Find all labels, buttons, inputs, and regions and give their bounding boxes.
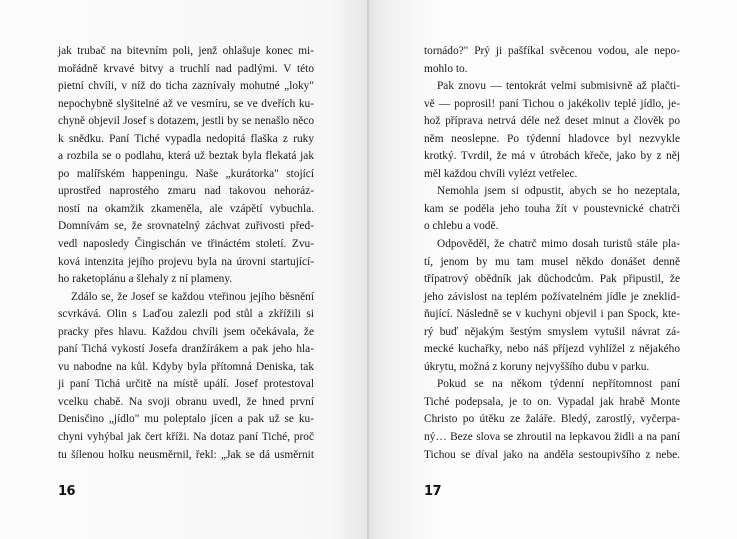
text-line: něm neoslepne. Po týdenní hladovce byl nezvykle [424,132,680,145]
text-line: ji paní Tichá určitě na místě upálí. Josef protestoval [58,378,314,391]
text-line: měl každou chvíli vylézt vetřelec. [424,167,578,180]
text-line: paní Tichá vykostí Josefa dranžírákem a pak jeho hla- [58,343,314,356]
text-line: mecké kuchařky, nebo náš příjezd vyhlížel z nějakého [424,343,680,356]
text-line: hož příprava netrvá déle než deset minut a člověk po [424,115,680,128]
text-line: úkrytu, možná z koruny nejvyššího dubu v parku. [424,360,650,373]
text-line: Zdálo se, že Josef se každou vteřinou jejího běsnění [71,290,314,303]
text-line: jeho závislost na teplém požívatelném jídle je zneklid- [424,290,680,303]
text-line: mořádně krvavé bitvy a truchlí nad padlými. V této [58,62,314,75]
left-page [0,0,368,539]
right-page [369,0,737,539]
text-line: ňující. Následně se v kuchyni objevil i pan Spock, kte- [424,308,680,321]
text-line: Christo po útěku ze žaláře. Bledý, zarostlý, vyčerpa- [424,413,680,426]
text-line: Domnívám se, že srovnatelný záchvat zuřivosti před- [58,220,314,233]
text-line: rý buď nějakým šestým smyslem vytušil návrat zá- [424,325,680,338]
text-line: Nemohla jsem si odpustit, abych se ho nezeptala, [437,185,680,198]
left-page-text [58,43,314,464]
text-line: pietní chvíli, v níž do ticha zaznívaly mohutné „loky" [58,80,314,93]
text-line: Tiché podepsala, je to on. Vypadal jak hrabě Monte [424,395,680,408]
text-line: po malířském happeningu. Naše „kurátorka" stojící [58,167,314,180]
text-line: vcelku chabě. Na svoji obranu uvedl, že hned první [58,395,314,408]
text-line: chyně objevil Josef s dotazem, jestli by se nenašlo něco [58,115,314,128]
text-line: pracky přes hlavu. Každou chvíli jsem očekávala, že [58,325,314,338]
left-page-number: 16 [58,484,76,499]
right-page-text [424,43,680,464]
text-line: krotký. Tvrdil, že má v útrobách křeče, jako by z něj [424,150,680,163]
text-line: ková intenzita jejího projevu byla na úrovni startující- [58,255,314,268]
text-line: Pak znovu — tentokrát velmi submisivně až plačti- [437,80,680,93]
text-line: k snědku. Paní Tiché vypadla nedopitá flaška z ruky [58,132,314,145]
text-line: tornádo?" Prý ji pašfíkal svěcenou vodou, ale nepo- [424,45,680,57]
text-line: scvrkává. Olin s Laďou zalezli pod stůl a zkřížili si [58,308,314,321]
text-line: třípatrový obědník jak důchodcům. Pak připustil, že [424,273,680,286]
text-line: tí, jenom by mu tam musel někdo donášet denně [424,255,680,268]
text-line: ný… Beze slova se zhroutil na lepkavou židli a na paní [424,431,680,444]
text-line: mohlo to. [424,62,468,75]
text-line: vu nabodne na kůl. Kdyby byla přítomná Deniska, tak [58,360,314,373]
text-line: kam se poděla jeho touha žít v poustevnické chatrči [424,202,680,215]
text-line: tu šílenou holku neusměrnil, řekl: „Jak se dá usměrnit [58,448,314,461]
text-line: ností na okamžik zkameněla, ale vzápětí vybuchla. [58,202,314,215]
text-line: vě — poprosil! paní Tichou o jakékoliv teplé jídlo, je- [424,97,680,110]
text-line: chyni vyhýbal jak čert kříži. Na dotaz paní Tiché, proč [58,431,314,444]
text-line: Denisčino „jídlo" mu poleptalo jícen a pak už se ku- [58,413,314,426]
text-line: Tichou se díval jako na anděla sestoupivšího z nebe. [424,448,680,461]
text-line: o chlebu a vodě. [424,220,499,233]
text-line: Odpověděl, že chatrč mimo dosah turistů stále pla- [437,238,680,251]
text-line: ho raketoplánu a šlehaly z ní plameny. [58,273,233,286]
text-line: a rozbila se o podlahu, která už beztak byla flekatá jak [58,150,314,163]
text-line: Pokud se na někom týdenní nepřítomnost paní [437,378,680,391]
right-page-number: 17 [424,484,442,499]
text-line: jak trubač na bitevním poli, jenž ohlašuje konec mi- [58,45,314,57]
text-line: nepochybně slyšitelné až ve vesmíru, se ve dveřích ku- [58,97,314,110]
text-line: vedl naposledy Čingischán ve třináctém století. Zvu- [58,238,314,251]
text-line: uprostřed naprostého zmaru nad takovou nehoráz- [58,185,314,198]
